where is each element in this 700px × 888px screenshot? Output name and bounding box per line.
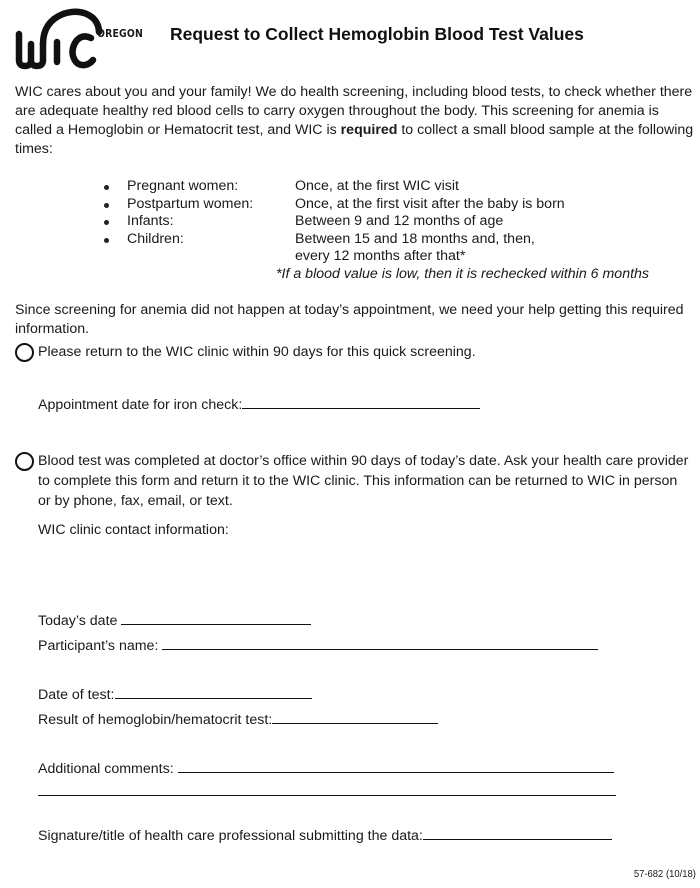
footnote: *If a blood value is low, then it is rechecked within 6 months [276, 266, 650, 282]
intro-paragraph: WIC cares about you and your family! We do health screening, including blood tests, to check whether there are adequate healthy red blood cells to carry oxygen throughout the body. This screening for anemia is called a Hemoglobin or Hematocrit test, and WIC is required to collect a small blood sample at the following times: [15, 84, 694, 157]
form-number: 57-682 (10/18) [633, 868, 696, 880]
schedule-list [100, 178, 680, 266]
since-paragraph: Since screening for anemia did not happen at today’s appointment, we need your help getting this required information. [15, 302, 684, 337]
bullet-icon [104, 203, 109, 208]
signature-field: Signature/title of health care professional submitting the data: [38, 825, 612, 844]
date-of-test-field: Date of test: [38, 684, 312, 703]
result-field: Result of hemoglobin/hematocrit test: [38, 709, 438, 728]
appointment-date-input[interactable] [242, 394, 480, 409]
option2-label: Blood test was completed at doctor’s office within 90 days of today’s date. Ask your health care provider to complete this form and return it to the WIC clinic. This information can be returned to WIC in person or by phone, fax, email, or text. [38, 453, 689, 509]
bullet-icon [104, 220, 109, 225]
comments-input[interactable] [178, 758, 614, 773]
todays-date-input[interactable] [121, 610, 311, 625]
page-title: Request to Collect Hemoglobin Blood Test Values [170, 24, 584, 44]
required-emphasis: required [340, 122, 398, 138]
logo-subtext: OREGON [97, 27, 144, 40]
return-to-clinic-radio[interactable] [15, 343, 34, 362]
signature-input[interactable] [423, 825, 612, 840]
list-item: Children: Between 15 and 18 months and, then, [100, 231, 680, 249]
option1-label: Please return to the WIC clinic within 90 days for this quick screening. [38, 344, 476, 360]
comments-field: Additional comments: [38, 758, 614, 777]
bullet-icon [104, 185, 109, 190]
date-of-test-input[interactable] [115, 684, 312, 699]
blood-test-completed-radio[interactable] [15, 452, 34, 471]
todays-date-field: Today’s date [38, 610, 311, 629]
bullet-icon [104, 238, 109, 243]
list-item: Pregnant women: Once, at the first WIC visit [100, 178, 680, 196]
list-item-continuation: every 12 months after that* [295, 248, 466, 264]
appointment-date-field: Appointment date for iron check: [38, 394, 480, 413]
result-input[interactable] [272, 709, 438, 724]
list-item: Postpartum women: Once, at the first visit after the baby is born [100, 196, 680, 214]
participant-name-field: Participant’s name: [38, 635, 598, 654]
comments-input-line-2[interactable] [38, 795, 616, 796]
clinic-contact-label: WIC clinic contact information: [38, 522, 229, 538]
participant-name-input[interactable] [162, 635, 598, 650]
list-item: Infants: Between 9 and 12 months of age [100, 213, 680, 231]
